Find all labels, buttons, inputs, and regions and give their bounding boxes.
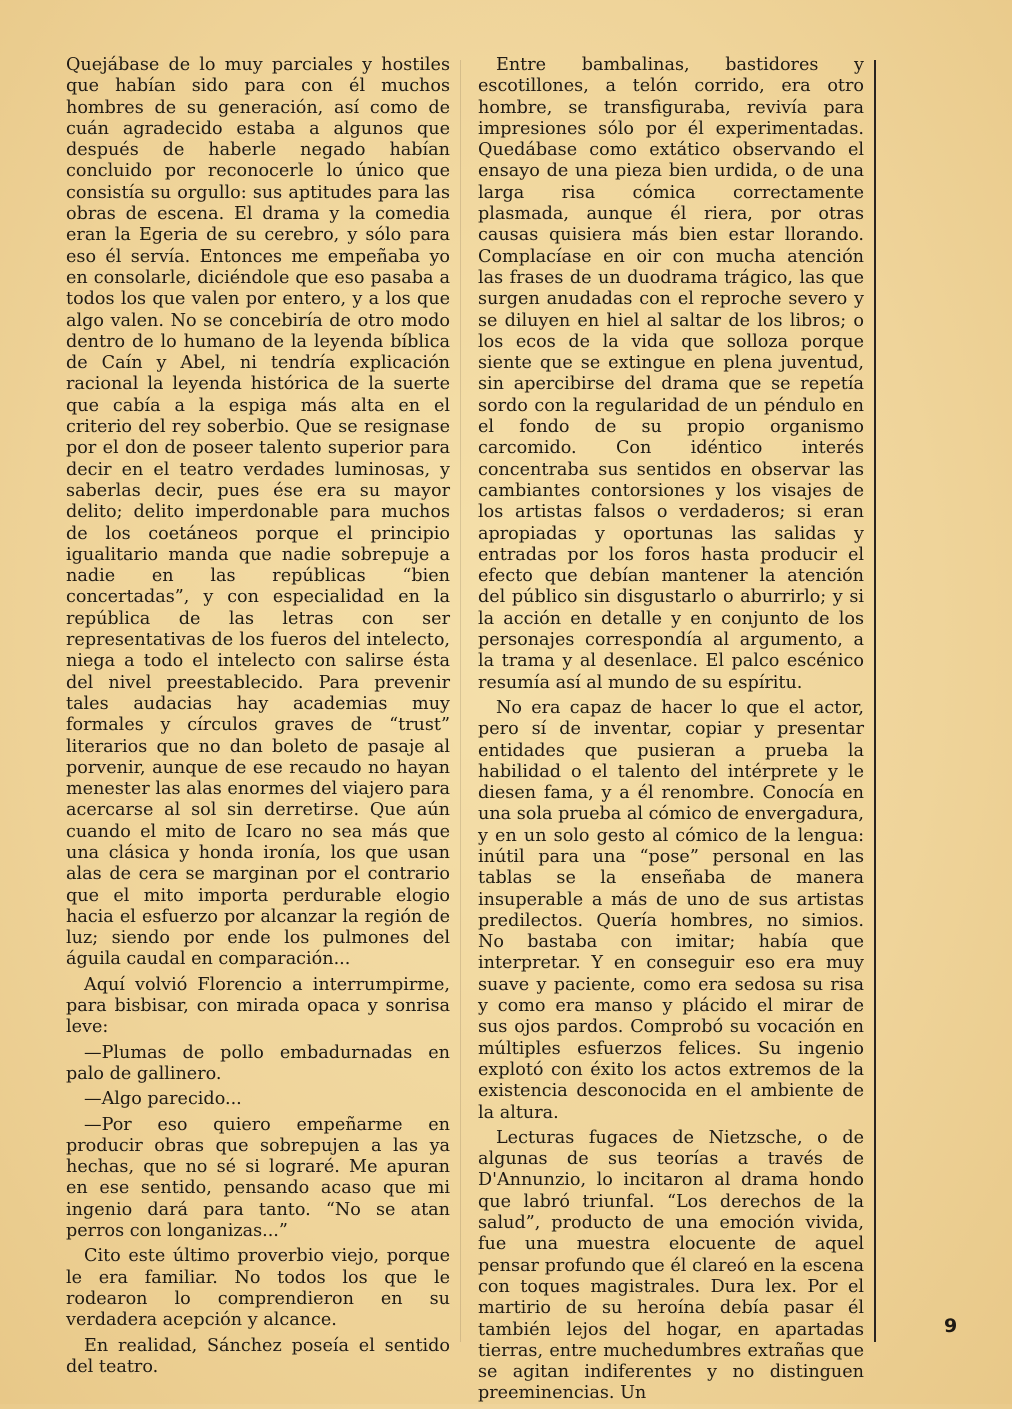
dialogue-line: —Plumas de pollo embadurnadas en palo de gallinero. — [66, 1042, 450, 1084]
paragraph: Quejábase de lo muy parciales y hostiles que habían sido para con él muchos hombres de su generación, así como de cuán agradecido estaba a algunos que después de haberle negado habían concluido por reconocerle lo único que consistía su orgullo: sus aptitudes para las obras de escena. El drama y la comedia eran la Egeria de su cerebro, y sólo para eso él servía. Entonces me empeñaba yo en consolarle, diciéndole que eso pasaba a todos los que valen por entero, y a los que algo valen. No se concebiría de otro modo dentro de lo humano de la leyenda bíblica de Caín y Abel, ni tendría explicación racional la leyenda histórica de la suerte que cabía a la espiga más alta en el criterio del rey soberbio. Que se resignase por el don de poseer talento superior para decir en el teatro verdades luminosas, y saberlas decir, pues ése era su mayor delito; delito imperdonable para muchos de los coetáneos porque el principio igualitario manda que nadie sobrepuje a nadie en las repúblicas “bien concertadas”, y con especialidad en la república de las letras con ser representativas de los fueros del intelecto, niega a todo el intelecto con salirse ésta del nivel preestablecido. Para prevenir tales audacias hay academias muy formales y círculos graves de “trust” literarios que no dan boleto de pasaje al porvenir, aunque de ese recaudo no hayan menester las alas enormes del viajero para acercarse al sol sin derretirse. Que aún cuando el mito de Icaro no sea más que una clásica y honda ironía, los que usan alas de cera se marginan por el contrario que el mito importa perdurable elogio hacia el esfuerzo por alcanzar la región de luz; siendo por ende los pulmones del águila caudal en comparación... — [66, 55, 450, 970]
dialogue-line: —Por eso quiero empeñarme en producir obras que sobrepujen a las ya hechas, que no sé si lograré. Me apuran en ese sentido, pensando acaso que mi ingenio dará para tanto. “No se atan perros con longanizas...” — [66, 1114, 450, 1242]
paragraph: En realidad, Sánchez poseía el sentido del teatro. — [66, 1335, 450, 1377]
column-gutter — [460, 60, 461, 1342]
column-divider-rule — [874, 60, 876, 1342]
paragraph: No era capaz de hacer lo que el actor, pero sí de inventar, copiar y presentar entidades que pusieran a prueba la habilidad o el talento del intérprete y le diesen fama, y a él renombre. Conocía en una sola prueba al cómico de envergadura, y en un solo gesto al cómico de la lengua: inútil para una “pose” personal en las tablas se la enseñaba de manera insuperable a más de uno de sus artistas predilectos. Quería hombres, no simios. No bastaba con imitar; había que interpretar. Y en conseguir eso era muy suave y paciente, como era sedosa su risa y como era manso y plácido el mirar de sus ojos pardos. Comprobó su vocación en múltiples esfuerzos felices. Su ingenio explotó con éxito los actos extremos de la existencia desconocida en el ambiente de la altura. — [478, 697, 864, 1123]
paragraph: Entre bambalinas, bastidores y escotillones, a telón corrido, era otro hombre, se transfiguraba, revivía para impresiones sólo por él experimentadas. Quedábase como extático observando el ensayo de una pieza bien urdida, o de una larga risa cómica correctamente plasmada, aunque él riera, por otras causas quisiera más bien estar llorando. Complacíase en oir con mucha atención las frases de un duodrama trágico, las que surgen anudadas con el reproche severo y se diluyen en hiel al saltar de los libros; o los ecos de la vida que solloza porque siente que se extingue en plena juventud, sin apercibirse del drama que se repetía sordo con la regularidad de un péndulo en el fondo de su propio organismo carcomido. Con idéntico interés concentraba sus sentidos en observar las cambiantes contorsiones y los visajes de los artistas falsos o verdaderos; si eran apropiadas y oportunas las salidas y entradas por los foros hasta producir el efecto que debían mantener la atención del público sin disgustarlo o aburrirlo; y si la acción en detalle y en conjunto de los personajes correspondía al argumento, a la trama y al desenlace. El palco escénico resumía así al mundo de su espíritu. — [478, 55, 864, 693]
paragraph: Lecturas fugaces de Nietzsche, o de algunas de sus teorías a través de D'Annunzio, lo incitaron al drama hondo que labró triunfal. “Los derechos de la salud”, producto de una emoción vivida, fue una muestra elocuente de aquel pensar profundo que él clareó en la escena con toques magistrales. Dura lex. Por el martirio de su heroína debía pasar él también lejos del hogar, en apartadas tierras, entre muchedumbres extrañas que se agitan indiferentes y no distinguen preeminencias. Un — [478, 1127, 864, 1404]
right-text-column — [478, 55, 864, 1409]
paragraph: Aquí volvió Florencio a interrumpirme, para bisbisar, con mirada opaca y sonrisa leve: — [66, 974, 450, 1038]
dialogue-line: —Algo parecido... — [84, 1089, 242, 1110]
left-text-column — [66, 55, 450, 1382]
page-number: 9 — [944, 1315, 958, 1337]
paragraph: Cito este último proverbio viejo, porque le era familiar. No todos los que le rodearon lo comprendieron en su verdadera acepción y alcance. — [66, 1246, 450, 1331]
